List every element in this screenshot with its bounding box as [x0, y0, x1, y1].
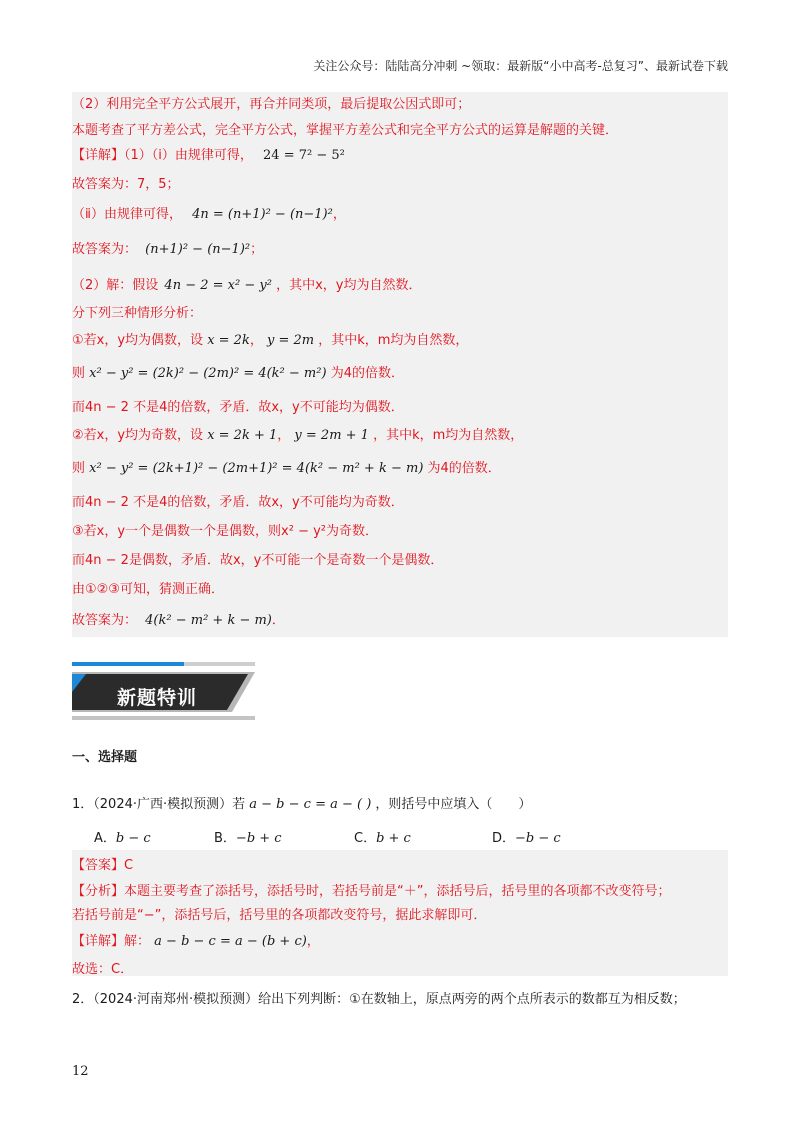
answer-line: 【答案】C: [72, 858, 134, 873]
option-label: C．: [354, 831, 377, 846]
analysis-line: 若括号前是“−”，添括号后，括号里的各项都改变符号，据此求解即可．: [72, 908, 487, 923]
solution-line: 由①②③可知，猜测正确．: [72, 582, 224, 597]
solution-line: 而4n − 2 不是4的倍数，矛盾．故x，y不可能均为偶数．: [72, 400, 404, 415]
question-text: 1．（2024·广西·模拟预测）若: [72, 797, 246, 812]
option-label: A．: [94, 831, 116, 846]
option-label: D．: [492, 831, 516, 846]
solution-text: ，其中x，y均为自然数．: [276, 278, 422, 293]
option-a: [94, 827, 151, 846]
solution-text: ，其中k，m均为自然数，: [373, 428, 524, 443]
detail-label: 【详解】解：: [72, 934, 151, 949]
banner-title: 新题特训: [117, 687, 198, 709]
solution-line: 故答案为： (n+1)² − (n−1)²；: [72, 242, 264, 257]
page-header: 关注公众号：陆陆高分冲刺 ~领取：最新版“小中高考-总复习”、最新试卷下载: [313, 59, 728, 73]
formula: 24 = 7² − 5²: [263, 148, 345, 163]
choose-line: 故选：C．: [72, 962, 134, 977]
formula: x² − y² = (2k+1)² − (2m+1)² = 4(k² − m² + k − m): [89, 461, 424, 476]
formula: 4(k² − m² + k − m): [145, 613, 272, 628]
solution-line: [72, 460, 501, 478]
solution-line: ③若x，y一个是偶数一个是偶数，则x² − y²为奇数．: [72, 524, 379, 539]
section-title: 一、选择题: [72, 750, 138, 765]
page-number: 12: [72, 1064, 89, 1079]
option-c: [354, 827, 411, 846]
solution-text: ②若x，y均为奇数，设: [72, 428, 204, 443]
solution-line: 分下列三种情形分析：: [72, 306, 203, 321]
option-formula: b − c: [115, 831, 151, 846]
solution-line: 本题考查了平方差公式，完全平方公式，掌握平方差公式和完全平方公式的运算是解题的关键．: [72, 123, 619, 138]
formula: y = 2m + 1: [294, 428, 369, 443]
option-d: [492, 827, 561, 846]
option-label: B．: [214, 831, 236, 846]
question-2-stem: 2．（2024·河南郑州·模拟预测）给出下列判断：①在数轴上，原点两旁的两个点所表示的数都互为相反数；: [72, 992, 686, 1007]
solution-line: [72, 147, 345, 165]
solution-text: 为4的倍数．: [330, 366, 404, 381]
formula: a − b − c = a − ( ): [249, 797, 372, 812]
formula: x = 2k: [207, 333, 250, 348]
formula: a − b − c = a − (b + c): [154, 934, 307, 949]
section-banner: [72, 662, 255, 720]
question-text: ，则括号中应填入（ ）: [375, 797, 532, 812]
formula: y = 2m: [266, 333, 315, 348]
solution-line: 故答案为：7，5；: [72, 177, 180, 192]
solution-text: 则: [72, 366, 86, 381]
solution-line: 故答案为： 4(k² − m² + k − m)．: [72, 613, 285, 628]
question-1-stem: [72, 793, 531, 812]
solution-line: ②若x，y均为奇数，设 x = 2k + 1， y = 2m + 1 ，其中k，m均为自然数，: [72, 428, 524, 443]
formula: 4n = (n+1)² − (n−1)²: [192, 207, 333, 222]
solution-block: [72, 92, 728, 637]
solution-line: [72, 365, 404, 383]
solution-line: 而4n − 2 不是4的倍数，矛盾．故x，y不可能均为奇数．: [72, 495, 404, 510]
option-formula: b + c: [376, 831, 411, 846]
formula: (n+1)² − (n−1)²: [145, 242, 251, 257]
solution-text: 故答案为：: [72, 613, 138, 628]
solution-text: （ⅱ）由规律可得，: [72, 207, 182, 222]
option-b: [214, 827, 282, 846]
solution-text: （2）解：假设: [72, 278, 159, 293]
solution-text: ①若x，y均为偶数，设: [72, 333, 204, 348]
solution-line: [72, 277, 421, 295]
solution-text: 则: [72, 461, 86, 476]
detail-label: 【详解】（1）（ⅰ）由规律可得，: [72, 148, 253, 163]
formula: x² − y² = (2k)² − (2m)² = 4(k² − m²): [89, 366, 327, 381]
solution-line: ①若x，y均为偶数，设 x = 2k， y = 2m ，其中k，m均为自然数，: [72, 333, 469, 348]
solution-text: ，其中k，m均为自然数，: [318, 333, 469, 348]
formula: 4n − 2 = x² − y²: [164, 278, 272, 293]
solution-line: （2）利用完全平方公式展开，再合并同类项，最后提取公因式即可；: [72, 97, 471, 112]
option-formula: −b + c: [235, 831, 282, 846]
answer-block: [72, 850, 728, 976]
formula: x = 2k + 1: [207, 428, 278, 443]
solution-text: 为4的倍数．: [427, 461, 501, 476]
solution-line: （ⅱ）由规律可得， 4n = (n+1)² − (n−1)²，: [72, 207, 346, 222]
solution-line: 而4n − 2是偶数，矛盾．故x，y不可能一个是奇数一个是偶数．: [72, 553, 444, 568]
detail-line: 【详解】解： a − b − c = a − (b + c)，: [72, 934, 320, 949]
option-formula: −b − c: [515, 831, 561, 846]
analysis-line: 【分析】本题主要考查了添括号，添括号时，若括号前是“＋”，添括号后，括号里的各项都不改变符号；: [72, 884, 671, 899]
solution-text: 故答案为：: [72, 242, 138, 257]
